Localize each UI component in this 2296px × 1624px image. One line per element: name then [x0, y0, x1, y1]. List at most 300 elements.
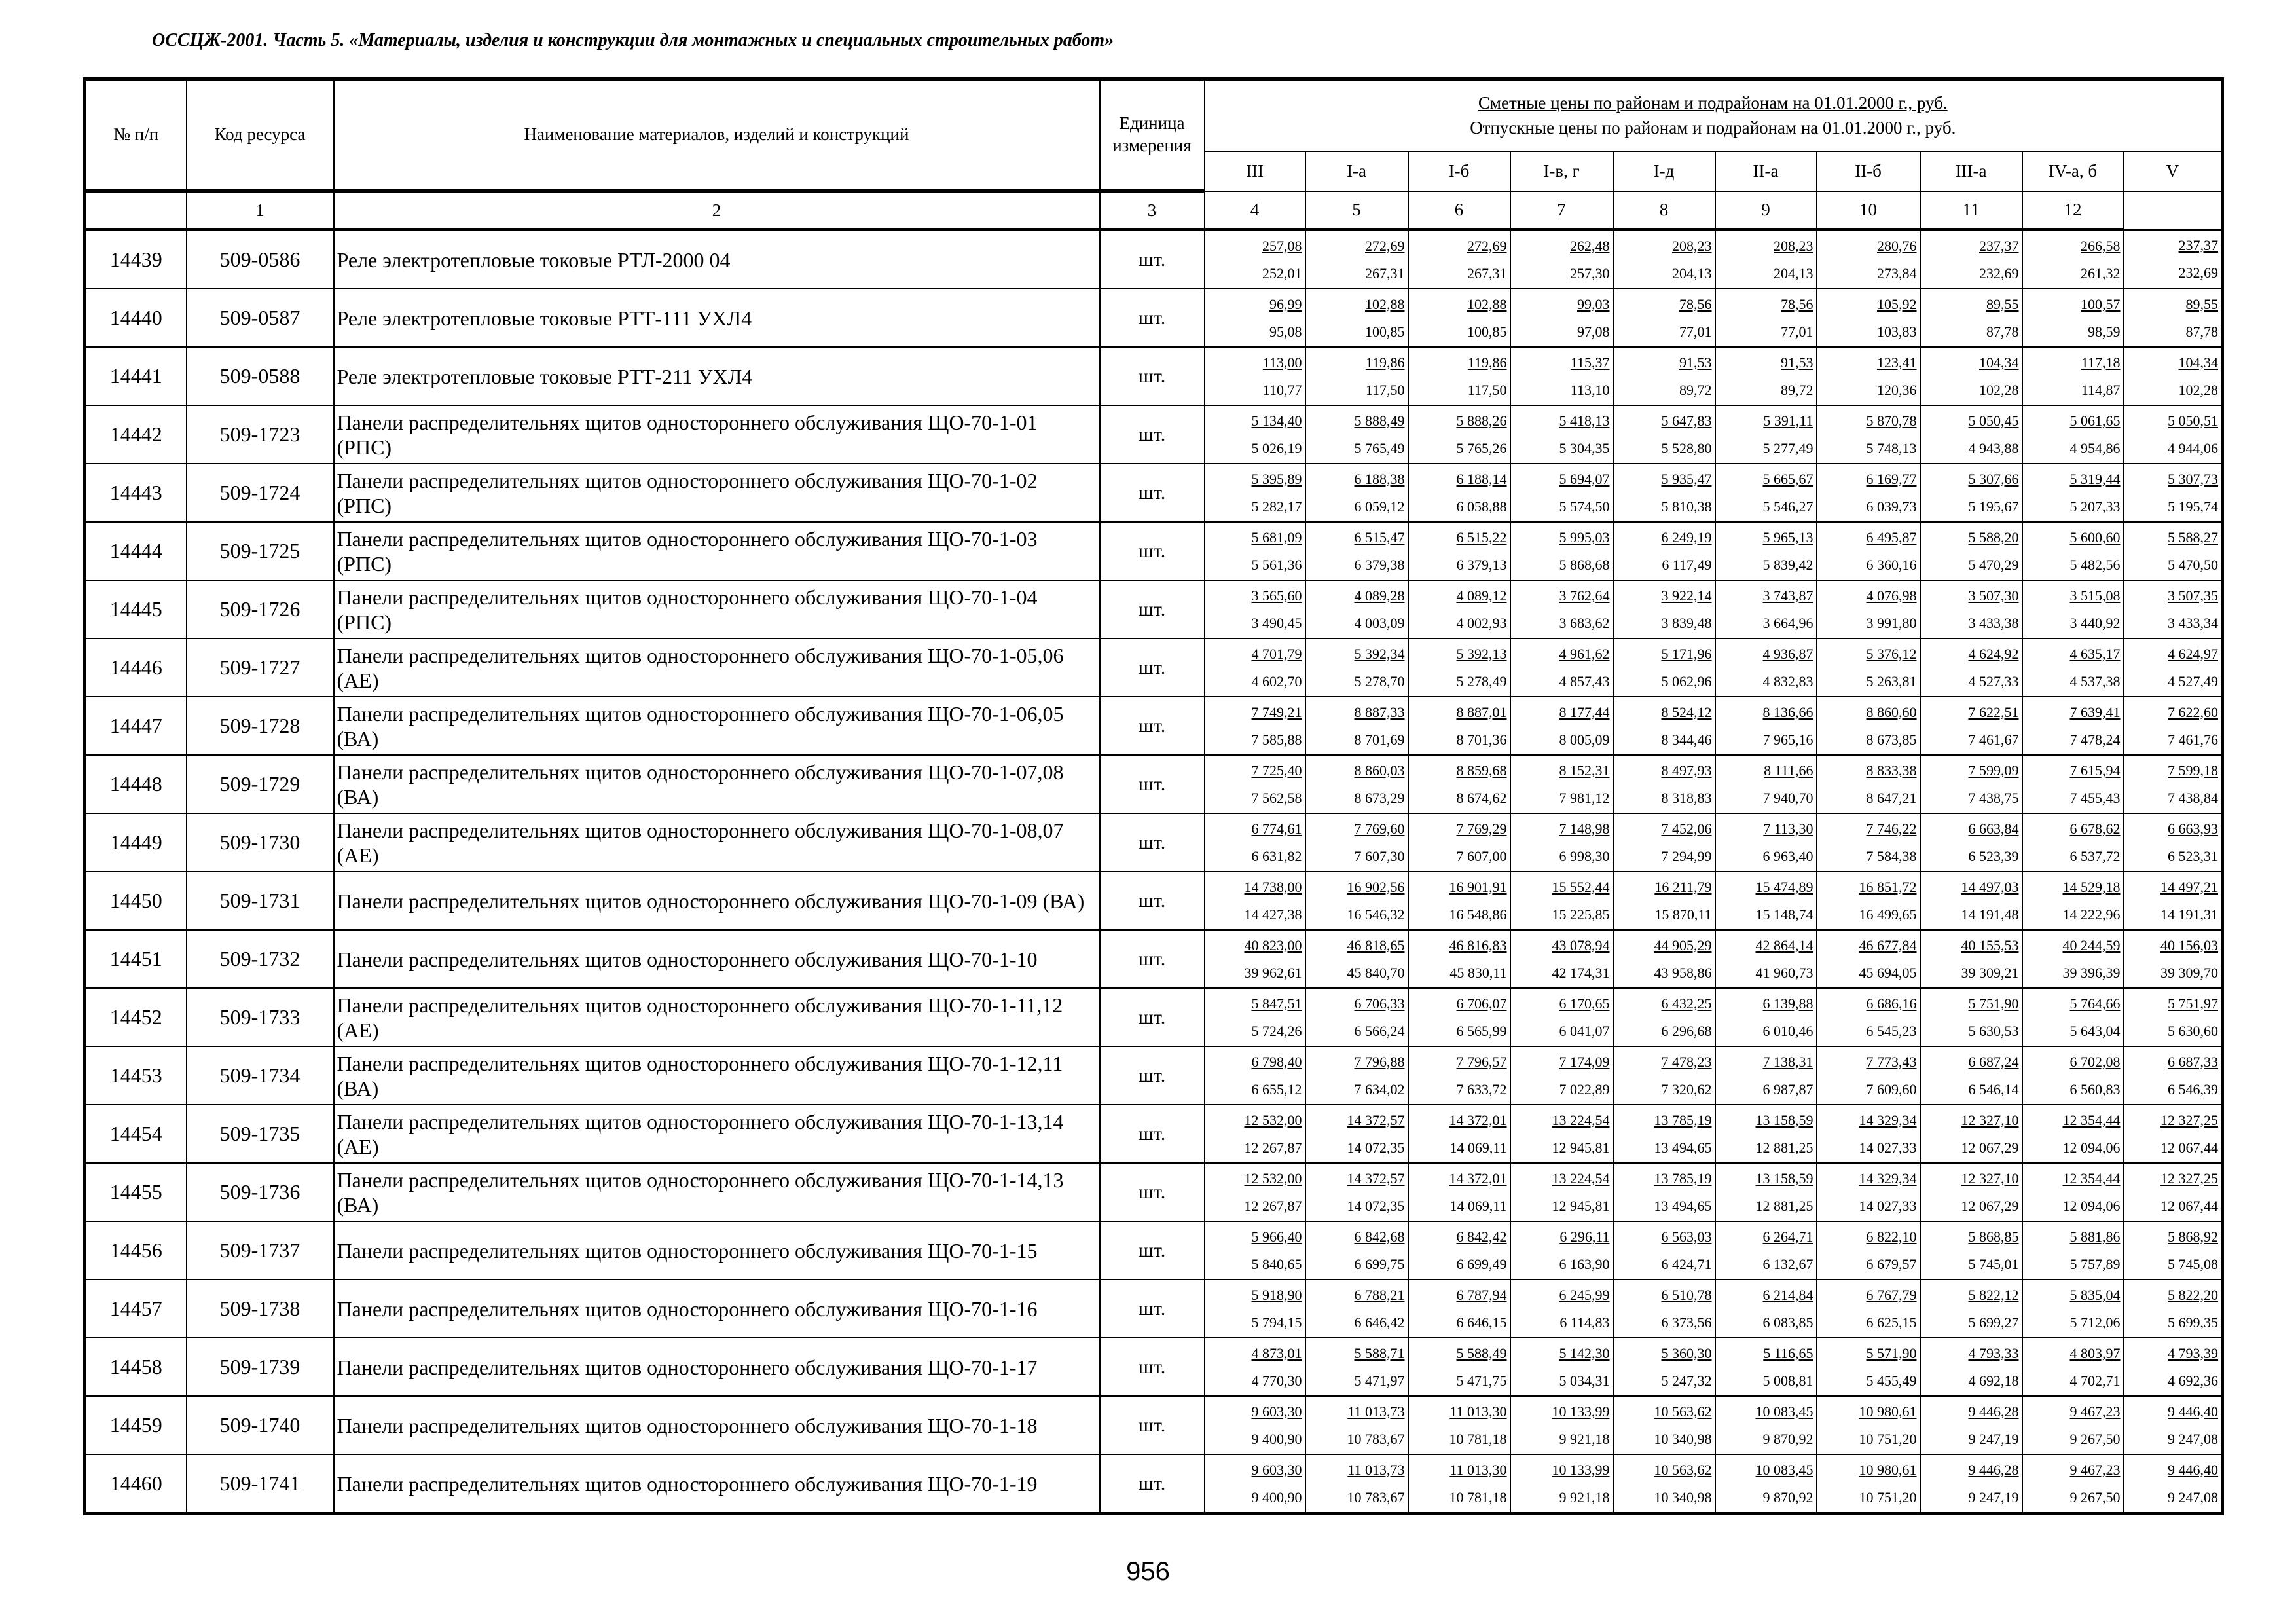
estimate-price: 3 922,14 — [1661, 587, 1712, 604]
release-price: 6 083,85 — [1762, 1314, 1813, 1331]
release-price: 89,72 — [1781, 381, 1813, 398]
price-cell — [1715, 522, 1817, 580]
price-cell — [1613, 1046, 1715, 1105]
header-num: № п/п — [85, 79, 187, 191]
estimate-price: 10 083,45 — [1755, 1461, 1813, 1478]
estimate-price: 3 762,64 — [1559, 587, 1610, 604]
release-price: 6 041,07 — [1559, 1022, 1610, 1039]
release-price: 16 499,65 — [1859, 906, 1917, 923]
release-price: 5 712,06 — [2069, 1314, 2121, 1331]
price-cell — [2022, 1105, 2124, 1163]
estimate-price: 5 392,13 — [1456, 645, 1507, 662]
price-cell — [1920, 1338, 2022, 1396]
resource-code: 509-1725 — [187, 522, 334, 580]
estimate-price: 4 089,28 — [1354, 587, 1405, 604]
price-cell — [1613, 464, 1715, 522]
table-row — [85, 1280, 2223, 1338]
price-cell — [1205, 1396, 1305, 1454]
resource-code: 509-0588 — [187, 347, 334, 405]
material-name: Панели распределительнях щитов одностороннего обслуживания ЩО-70-1-17 — [334, 1338, 1100, 1396]
release-price: 7 609,60 — [1866, 1080, 1917, 1098]
release-price: 15 148,74 — [1755, 906, 1813, 923]
estimate-price: 14 372,01 — [1449, 1170, 1507, 1187]
row-number: 14452 — [85, 988, 187, 1046]
estimate-price: 40 156,03 — [2160, 936, 2219, 953]
release-price: 5 278,49 — [1456, 673, 1507, 690]
table-row — [85, 1221, 2223, 1280]
price-cell — [1205, 988, 1305, 1046]
row-number: 14450 — [85, 872, 187, 930]
price-cell — [1305, 580, 1408, 638]
estimate-price: 272,69 — [1467, 237, 1507, 254]
price-cell — [1817, 347, 1920, 405]
price-cell — [2124, 1454, 2223, 1514]
price-cell — [1305, 813, 1408, 872]
price-cell — [1510, 1163, 1613, 1221]
resource-code: 509-1735 — [187, 1105, 334, 1163]
price-cell — [2022, 1221, 2124, 1280]
estimate-price: 100,57 — [2081, 295, 2121, 312]
price-cell — [2022, 580, 2124, 638]
price-cell — [1408, 1046, 1510, 1105]
estimate-price: 46 818,65 — [1347, 936, 1405, 953]
estimate-price: 5 822,12 — [1968, 1286, 2019, 1303]
release-price: 4 943,88 — [1968, 439, 2019, 456]
column-number: 10 — [1817, 191, 1920, 230]
price-cell — [1817, 1221, 1920, 1280]
estimate-price: 12 327,10 — [1961, 1170, 2019, 1187]
release-price: 6 679,57 — [1866, 1255, 1917, 1272]
price-cell — [1817, 522, 1920, 580]
estimate-price: 12 532,00 — [1244, 1111, 1302, 1128]
release-price: 6 424,71 — [1661, 1255, 1712, 1272]
table-row — [85, 580, 2223, 638]
price-cell — [1715, 1221, 1817, 1280]
price-cell — [1613, 697, 1715, 755]
price-cell — [1613, 1396, 1715, 1454]
estimate-price: 280,76 — [1877, 237, 1917, 254]
estimate-price: 237,37 — [2178, 236, 2219, 253]
release-price: 204,13 — [1672, 265, 1712, 282]
release-price: 5 630,60 — [2168, 1022, 2219, 1039]
price-cell — [1715, 930, 1817, 988]
price-cell — [1205, 1338, 1305, 1396]
resource-code: 509-1728 — [187, 697, 334, 755]
table-row — [85, 930, 2223, 988]
release-price: 45 830,11 — [1449, 964, 1507, 981]
price-cell — [1205, 638, 1305, 697]
estimate-price: 14 738,00 — [1244, 878, 1302, 895]
release-price: 5 304,35 — [1559, 439, 1610, 456]
price-cell — [2022, 638, 2124, 697]
release-price: 6 117,49 — [1662, 556, 1712, 573]
price-cell — [1613, 872, 1715, 930]
estimate-price: 6 706,33 — [1354, 995, 1405, 1012]
estimate-price: 104,34 — [1979, 354, 2019, 371]
material-name: Панели распределительнях щитов одностороннего обслуживания ЩО-70-1-14,13 (ВА) — [334, 1163, 1100, 1221]
estimate-price: 119,86 — [1467, 354, 1507, 371]
estimate-price: 6 702,08 — [2069, 1053, 2121, 1070]
column-number-blank — [85, 191, 187, 230]
release-price: 9 247,19 — [1968, 1430, 2019, 1447]
release-price: 6 963,40 — [1762, 847, 1813, 864]
price-cell — [1715, 1338, 1817, 1396]
price-cell — [1613, 1163, 1715, 1221]
price-cell — [1715, 1280, 1817, 1338]
header-name: Наименование материалов, изделий и конструкций — [334, 79, 1100, 191]
resource-code: 509-1732 — [187, 930, 334, 988]
price-table — [83, 77, 2224, 1515]
estimate-price: 5 376,12 — [1866, 645, 1917, 662]
price-cell — [1305, 464, 1408, 522]
release-price: 257,30 — [1570, 265, 1610, 282]
estimate-price: 89,55 — [1986, 295, 2019, 312]
release-price: 5 247,32 — [1661, 1372, 1712, 1389]
release-price: 6 646,15 — [1456, 1314, 1507, 1331]
row-number: 14453 — [85, 1046, 187, 1105]
estimate-price: 40 155,53 — [1961, 936, 2019, 953]
release-price: 3 664,96 — [1762, 614, 1813, 631]
column-number: 6 — [1408, 191, 1510, 230]
price-cell — [1920, 289, 2022, 347]
release-price: 5 745,08 — [2168, 1255, 2219, 1272]
estimate-price: 7 622,51 — [1968, 703, 2019, 720]
estimate-price: 8 887,01 — [1456, 703, 1507, 720]
estimate-price: 5 307,73 — [2168, 470, 2219, 487]
release-price: 3 440,92 — [2069, 614, 2121, 631]
release-price: 12 067,44 — [2160, 1197, 2219, 1214]
price-cell — [1715, 580, 1817, 638]
estimate-price: 6 515,47 — [1354, 528, 1405, 545]
price-cell — [1817, 638, 1920, 697]
release-price: 7 455,43 — [2069, 789, 2121, 806]
estimate-price: 5 307,66 — [1968, 470, 2019, 487]
estimate-price: 8 111,66 — [1764, 762, 1813, 779]
release-price: 4 832,83 — [1762, 673, 1813, 690]
price-cell — [1510, 464, 1613, 522]
release-price: 41 960,73 — [1755, 964, 1813, 981]
estimate-price: 3 565,60 — [1251, 587, 1302, 604]
price-cell — [1305, 697, 1408, 755]
estimate-price: 5 392,34 — [1354, 645, 1405, 662]
price-cell — [1613, 1338, 1715, 1396]
material-name: Панели распределительнях щитов одностороннего обслуживания ЩО-70-1-18 — [334, 1396, 1100, 1454]
release-price: 12 267,87 — [1244, 1197, 1302, 1214]
estimate-price: 5 360,30 — [1661, 1344, 1712, 1361]
resource-code: 509-1733 — [187, 988, 334, 1046]
release-price: 7 461,67 — [1968, 731, 2019, 748]
estimate-price: 6 188,14 — [1456, 470, 1507, 487]
release-price: 6 373,56 — [1661, 1314, 1712, 1331]
release-price: 3 683,62 — [1559, 614, 1610, 631]
release-price: 10 783,67 — [1347, 1488, 1405, 1505]
estimate-price: 5 647,83 — [1661, 412, 1712, 429]
unit: шт. — [1100, 872, 1205, 930]
price-cell — [1817, 289, 1920, 347]
unit: шт. — [1100, 638, 1205, 697]
estimate-price: 257,08 — [1262, 237, 1302, 254]
estimate-price: 5 142,30 — [1559, 1344, 1610, 1361]
estimate-price: 5 764,66 — [2069, 995, 2121, 1012]
release-price: 232,69 — [2178, 264, 2219, 281]
estimate-price: 99,03 — [1577, 295, 1610, 312]
price-cell — [2124, 289, 2223, 347]
price-cell — [2124, 347, 2223, 405]
estimate-price: 6 495,87 — [1866, 528, 1917, 545]
release-price: 5 455,49 — [1866, 1372, 1917, 1389]
estimate-price: 89,55 — [2185, 295, 2219, 312]
price-cell — [2022, 230, 2124, 289]
release-price: 5 546,27 — [1762, 498, 1813, 515]
estimate-price: 5 588,71 — [1354, 1344, 1405, 1361]
release-price: 3 839,48 — [1661, 614, 1712, 631]
price-cell — [1510, 1454, 1613, 1514]
price-cell — [1205, 1280, 1305, 1338]
estimate-price: 4 961,62 — [1559, 645, 1610, 662]
estimate-price: 7 796,88 — [1354, 1053, 1405, 1070]
release-price: 117,50 — [1365, 381, 1405, 398]
estimate-price: 5 918,90 — [1251, 1286, 1302, 1303]
estimate-price: 12 354,44 — [2062, 1111, 2121, 1128]
unit: шт. — [1100, 230, 1205, 289]
release-price: 87,78 — [1986, 323, 2019, 340]
estimate-price: 8 152,31 — [1559, 762, 1610, 779]
release-price: 97,08 — [1577, 323, 1610, 340]
release-price: 8 318,83 — [1661, 789, 1712, 806]
row-number: 14440 — [85, 289, 187, 347]
estimate-price: 5 395,89 — [1251, 470, 1302, 487]
price-cell — [1408, 755, 1510, 813]
release-price: 4 537,38 — [2069, 673, 2121, 690]
price-cell — [1305, 1163, 1408, 1221]
release-price: 6 546,14 — [1968, 1080, 2019, 1098]
estimate-price: 7 599,18 — [2168, 762, 2219, 779]
row-number: 14448 — [85, 755, 187, 813]
price-cell — [1920, 464, 2022, 522]
release-price: 4 692,18 — [1968, 1372, 2019, 1389]
release-price: 5 062,96 — [1661, 673, 1712, 690]
estimate-price: 6 214,84 — [1762, 1286, 1813, 1303]
price-cell — [1305, 405, 1408, 464]
release-price: 4 527,33 — [1968, 673, 2019, 690]
price-cell — [1817, 580, 1920, 638]
release-price: 4 702,71 — [2069, 1372, 2121, 1389]
estimate-price: 7 773,43 — [1866, 1053, 1917, 1070]
row-number: 14457 — [85, 1280, 187, 1338]
unit: шт. — [1100, 1163, 1205, 1221]
estimate-price: 7 138,31 — [1762, 1053, 1813, 1070]
estimate-price: 262,48 — [1570, 237, 1610, 254]
release-price: 14 427,38 — [1244, 906, 1302, 923]
estimate-price: 6 787,94 — [1456, 1286, 1507, 1303]
price-cell — [1715, 1163, 1817, 1221]
price-cell — [1510, 522, 1613, 580]
release-price: 8 647,21 — [1866, 789, 1917, 806]
table-row — [85, 522, 2223, 580]
estimate-price: 6 798,40 — [1251, 1053, 1302, 1070]
region-header: I-д — [1613, 151, 1715, 191]
release-price: 102,28 — [2178, 381, 2219, 398]
price-cell — [1510, 813, 1613, 872]
estimate-price: 6 663,93 — [2168, 820, 2219, 837]
row-number: 14441 — [85, 347, 187, 405]
estimate-price: 4 936,87 — [1762, 645, 1813, 662]
estimate-price: 4 873,01 — [1251, 1344, 1302, 1361]
release-price: 261,32 — [2081, 265, 2121, 282]
price-cell — [1613, 522, 1715, 580]
release-price: 110,77 — [1262, 381, 1302, 398]
material-name: Панели распределительнях щитов одностороннего обслуживания ЩО-70-1-07,08 (ВА) — [334, 755, 1100, 813]
estimate-price: 6 788,21 — [1354, 1286, 1405, 1303]
release-price: 7 562,58 — [1251, 789, 1302, 806]
release-price: 5 195,74 — [2168, 498, 2219, 515]
release-price: 9 921,18 — [1559, 1488, 1610, 1505]
estimate-price: 119,86 — [1365, 354, 1405, 371]
price-cell — [1305, 872, 1408, 930]
estimate-price: 4 089,12 — [1456, 587, 1507, 604]
release-price: 13 494,65 — [1654, 1197, 1712, 1214]
estimate-price: 13 158,59 — [1755, 1111, 1813, 1128]
release-price: 3 490,45 — [1251, 614, 1302, 631]
table-row — [85, 405, 2223, 464]
row-number: 14445 — [85, 580, 187, 638]
release-price: 39 309,21 — [1961, 964, 2019, 981]
release-price: 6 546,39 — [2168, 1080, 2219, 1098]
material-name: Панели распределительнях щитов одностороннего обслуживания ЩО-70-1-04 (РПС) — [334, 580, 1100, 638]
release-price: 9 267,50 — [2069, 1430, 2121, 1447]
release-price: 10 751,20 — [1859, 1430, 1917, 1447]
estimate-price: 6 169,77 — [1866, 470, 1917, 487]
price-cell — [1510, 755, 1613, 813]
release-price: 5 840,65 — [1251, 1255, 1302, 1272]
estimate-price: 91,53 — [1781, 354, 1813, 371]
estimate-price: 5 418,13 — [1559, 412, 1610, 429]
release-price: 9 921,18 — [1559, 1430, 1610, 1447]
price-cell — [1510, 1105, 1613, 1163]
row-number: 14458 — [85, 1338, 187, 1396]
estimate-price: 9 603,30 — [1251, 1403, 1302, 1420]
price-cell — [1920, 930, 2022, 988]
header-estimate-title: Сметные цены по районам и подрайонам на 01.01.2000 г., руб. — [1478, 93, 1948, 113]
table-row — [85, 638, 2223, 697]
release-price: 6 523,39 — [1968, 847, 2019, 864]
release-price: 7 607,30 — [1354, 847, 1405, 864]
release-price: 8 344,46 — [1661, 731, 1712, 748]
estimate-price: 12 327,25 — [2160, 1170, 2219, 1187]
price-cell — [1408, 1338, 1510, 1396]
price-cell — [1613, 347, 1715, 405]
release-price: 5 471,97 — [1354, 1372, 1405, 1389]
estimate-price: 14 372,57 — [1347, 1111, 1405, 1128]
price-cell — [2124, 872, 2223, 930]
header-release-title: Отпускные цены по районам и подрайонам на 01.01.2000 г., руб. — [1470, 118, 1956, 138]
estimate-price: 5 050,45 — [1968, 412, 2019, 429]
release-price: 5 745,01 — [1968, 1255, 2019, 1272]
row-number: 14446 — [85, 638, 187, 697]
price-cell — [1817, 872, 1920, 930]
estimate-price: 10 563,62 — [1654, 1403, 1712, 1420]
release-price: 7 585,88 — [1251, 731, 1302, 748]
price-cell — [1715, 1454, 1817, 1514]
estimate-price: 7 769,60 — [1354, 820, 1405, 837]
price-cell — [2022, 405, 2124, 464]
estimate-price: 4 635,17 — [2069, 645, 2121, 662]
estimate-price: 14 529,18 — [2062, 878, 2121, 895]
table-row — [85, 289, 2223, 347]
price-cell — [1205, 522, 1305, 580]
estimate-price: 15 552,44 — [1552, 878, 1610, 895]
column-number: 3 — [1100, 191, 1205, 230]
release-price: 4 944,06 — [2168, 439, 2219, 456]
release-price: 7 965,16 — [1762, 731, 1813, 748]
release-price: 14 072,35 — [1347, 1197, 1405, 1214]
estimate-price: 8 859,68 — [1456, 762, 1507, 779]
release-price: 5 482,56 — [2069, 556, 2121, 573]
price-cell — [2124, 1396, 2223, 1454]
page-number: 956 — [1126, 1557, 1170, 1586]
estimate-price: 5 847,51 — [1251, 995, 1302, 1012]
release-price: 5 026,19 — [1251, 439, 1302, 456]
release-price: 5 839,42 — [1762, 556, 1813, 573]
price-cell — [1205, 1221, 1305, 1280]
material-name: Панели распределительнях щитов одностороннего обслуживания ЩО-70-1-01 (РПС) — [334, 405, 1100, 464]
price-cell — [1715, 230, 1817, 289]
price-cell — [1715, 1046, 1817, 1105]
price-cell — [1817, 1163, 1920, 1221]
price-cell — [2022, 1280, 2124, 1338]
estimate-price: 14 497,03 — [1961, 878, 2019, 895]
release-price: 7 607,00 — [1456, 847, 1507, 864]
table-row — [85, 1046, 2223, 1105]
release-price: 5 574,50 — [1559, 498, 1610, 515]
table-row — [85, 464, 2223, 522]
estimate-price: 6 842,68 — [1354, 1228, 1405, 1245]
release-price: 9 247,19 — [1968, 1488, 2019, 1505]
estimate-price: 6 245,99 — [1559, 1286, 1610, 1303]
price-cell — [1510, 872, 1613, 930]
estimate-price: 5 588,49 — [1456, 1344, 1507, 1361]
release-price: 16 548,86 — [1449, 906, 1507, 923]
price-cell — [1613, 988, 1715, 1046]
material-name: Реле электротепловые токовые РТТ-111 УХЛ4 — [334, 289, 1100, 347]
price-cell — [1205, 464, 1305, 522]
release-price: 100,85 — [1365, 323, 1405, 340]
estimate-price: 5 870,78 — [1866, 412, 1917, 429]
release-price: 4 857,43 — [1559, 673, 1610, 690]
price-cell — [1510, 1221, 1613, 1280]
material-name: Панели распределительнях щитов одностороннего обслуживания ЩО-70-1-05,06 (АЕ) — [334, 638, 1100, 697]
unit: шт. — [1100, 1046, 1205, 1105]
release-price: 95,08 — [1269, 323, 1302, 340]
estimate-price: 40 244,59 — [2062, 936, 2121, 953]
material-name: Панели распределительнях щитов одностороннего обслуживания ЩО-70-1-02 (РПС) — [334, 464, 1100, 522]
estimate-price: 10 563,62 — [1654, 1461, 1712, 1478]
release-price: 45 840,70 — [1347, 964, 1405, 981]
price-cell — [1205, 1046, 1305, 1105]
release-price: 6 132,67 — [1762, 1255, 1813, 1272]
price-cell — [1715, 289, 1817, 347]
release-price: 5 794,15 — [1251, 1314, 1302, 1331]
estimate-price: 7 452,06 — [1661, 820, 1712, 837]
price-cell — [1510, 1280, 1613, 1338]
price-cell — [1305, 1046, 1408, 1105]
release-price: 10 340,98 — [1654, 1430, 1712, 1447]
price-cell — [1408, 872, 1510, 930]
price-cell — [2124, 1338, 2223, 1396]
release-price: 6 360,16 — [1866, 556, 1917, 573]
unit: шт. — [1100, 930, 1205, 988]
estimate-price: 9 446,28 — [1968, 1461, 2019, 1478]
